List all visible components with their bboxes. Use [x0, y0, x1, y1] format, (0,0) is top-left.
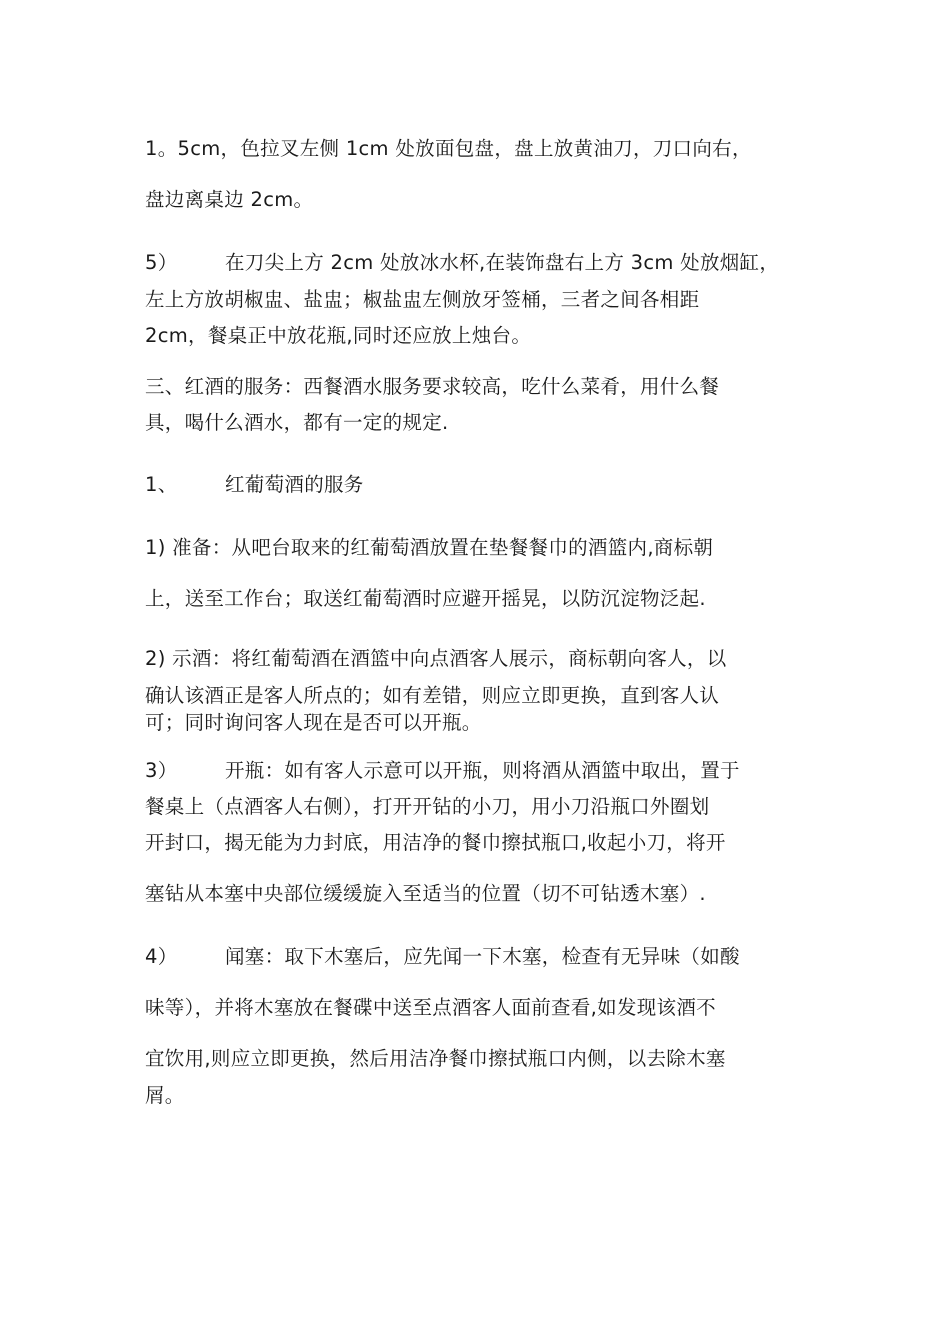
text-line — [145, 757, 845, 785]
text-line: 确认该酒正是客人所点的；如有差错，则应立即更换，直到客人认 — [145, 684, 720, 707]
text-line: 屑。 — [145, 1084, 185, 1107]
text-span: 开瓶：如有客人示意可以开瓶，则将酒从酒篮中取出，置于 — [225, 759, 740, 782]
text-line: 餐桌上（点酒客人右侧），打开开钻的小刀，用小刀沿瓶口外圈划 — [145, 795, 710, 818]
text-line: 具，喝什么酒水，都有一定的规定. — [145, 411, 449, 434]
heading-text: 红葡萄酒的服务 — [225, 473, 364, 496]
text-line: 宜饮用,则应立即更换，然后用洁净餐巾擦拭瓶口内侧，以去除木塞 — [145, 1047, 726, 1070]
text-span: 在刀尖上方 2cm 处放冰水杯,在装饰盘右上方 3cm 处放烟缸， — [225, 251, 780, 274]
text-line: 2cm，餐桌正中放花瓶,同时还应放上烛台。 — [145, 324, 532, 347]
text-line: 开封口，揭无能为力封底，用洁净的餐巾擦拭瓶口,收起小刀，将开 — [145, 831, 726, 854]
text-line: 2) 示酒：将红葡萄酒在酒篮中向点酒客人展示，商标朝向客人，以 — [145, 647, 727, 670]
item-number: 5） — [145, 251, 178, 274]
text-line: 味等），并将木塞放在餐碟中送至点酒客人面前查看,如发现该酒不 — [145, 996, 716, 1019]
text-span: 闻塞：取下木塞后，应先闻一下木塞，检查有无异味（如酸 — [225, 945, 740, 968]
text-line: 塞钻从本塞中央部位缓缓旋入至适当的位置（切不可钻透木塞）. — [145, 882, 706, 905]
text-line — [145, 249, 845, 277]
text-line: 1) 准备：从吧台取来的红葡萄酒放置在垫餐餐巾的酒篮内,商标朝 — [145, 536, 714, 559]
text-line — [145, 943, 845, 971]
item-number: 4） — [145, 945, 178, 968]
text-line: 可；同时询问客人现在是否可以开瓶。 — [145, 711, 482, 734]
text-line: 上，送至工作台；取送红葡萄酒时应避开摇晃，以防沉淀物泛起. — [145, 587, 706, 610]
item-number: 3） — [145, 759, 178, 782]
text-line: 左上方放胡椒盅、盐盅；椒盐盅左侧放牙签桶，三者之间各相距 — [145, 288, 700, 311]
item-number: 1、 — [145, 473, 178, 496]
section-heading — [145, 471, 845, 499]
text-line: 三、红酒的服务：西餐酒水服务要求较高，吃什么菜肴，用什么餐 — [145, 375, 720, 398]
text-line: 盘边离桌边 2cm。 — [145, 188, 314, 211]
text-line: 1。5cm，色拉叉左侧 1cm 处放面包盘，盘上放黄油刀，刀口向右， — [145, 137, 752, 160]
